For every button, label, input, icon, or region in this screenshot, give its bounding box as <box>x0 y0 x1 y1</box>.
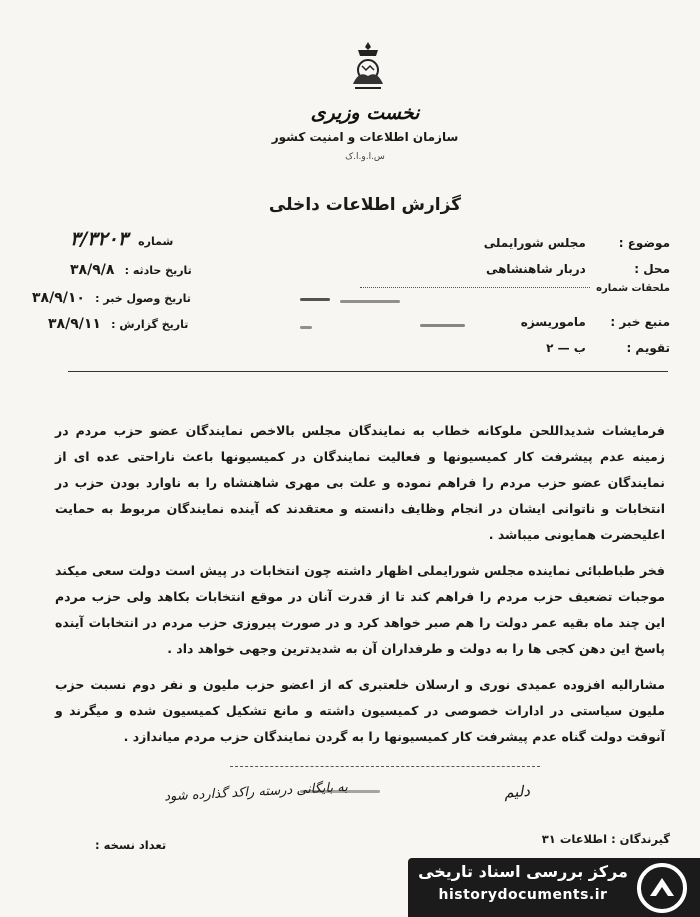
handwritten-signature: دلیم <box>503 781 531 802</box>
subject-label: موضوع : <box>618 236 670 250</box>
archive-logo-icon <box>636 862 688 914</box>
header-divider <box>68 371 668 372</box>
copies-label: تعداد نسخه : <box>95 838 167 852</box>
place-value: دربار شاهنشاهی <box>485 262 586 276</box>
source-value: ماموریسزه <box>520 315 586 329</box>
attachment-label: ملحقات شماره <box>596 283 670 294</box>
meta-subject <box>484 236 670 250</box>
report-body <box>55 418 665 754</box>
recipients-value: اطلاعات ۳۱ <box>541 832 608 846</box>
meta-assessment <box>546 341 670 355</box>
redaction-mark <box>420 324 465 327</box>
assessment-label: تقویم : <box>626 341 670 355</box>
meta-place <box>486 262 670 276</box>
number-label: شماره <box>138 235 174 248</box>
event-value: ۳۸/۹/۸ <box>70 262 115 278</box>
report-label: تاریخ گزارش : <box>111 318 189 331</box>
handwritten-archive-note: به بایگانی درسته راکد گذارده شود <box>163 779 349 805</box>
redaction-mark <box>300 298 330 301</box>
date-event <box>70 262 192 278</box>
body-paragraph: فخر طباطبائی نماینده مجلس شورایملی اظهار داشته چون انتخابات در پیش است دولت سعی میکند موجبات تضعیف حزب مردم را فراهم کند تا از قدرت آنان در موقع انتخابات بکاهد ولی حزب مردم این چند ماه بقیه عمر دولت را هم صبر خواهد کرد و در صورت پیروزی حزب مردم در انتخابات آینده پاسخ این دهن کجی ها را به دولت و طرفداران آن به شدیدترین وجهی خواهد داد . <box>55 563 665 656</box>
received-value: ۳۸/۹/۱۰ <box>32 290 85 306</box>
subject-value: مجلس شورایملی <box>483 236 586 250</box>
number-value: ۳/۳۲۰۳ <box>70 228 128 250</box>
report-value: ۳۸/۹/۱۱ <box>48 316 101 332</box>
meta-attachment <box>590 283 670 294</box>
footer-divider <box>230 766 540 767</box>
redaction-mark <box>300 326 312 329</box>
copies <box>95 838 166 852</box>
meta-source <box>521 315 670 329</box>
body-paragraph: فرمایشات شدیداللحن ملوکانه خطاب به نمایندگان مجلس بالاخص نمایندگان عضو حزب مردم در زمینه عدم پیشرفت کار کمیسیونها و فعالیت نمایندگان در کمیسیونها باعث ناراحتی عده ای از نمایندگان عضو حزب مردم را فراهم نموده و علت بی مهری شاهنشاه را به ناوارد بودن حزب در انتخابات و ناتوانی ایشان در انجام وظایف دانسته و معتقدند که آینده نمایندگان مربوط به حمایت اعلیحضرت همایونی میباشد . <box>55 423 665 542</box>
lion-and-sun-emblem-icon <box>345 40 391 92</box>
event-label: تاریخ حادثه : <box>124 264 192 277</box>
date-report <box>48 316 188 332</box>
recipients <box>542 832 670 846</box>
attachment-dotted-line <box>360 286 590 288</box>
place-label: محل : <box>634 262 670 276</box>
redaction-mark <box>340 300 400 303</box>
date-number <box>70 228 173 250</box>
body-paragraph: مشارالیه افزوده عمیدی نوری و ارسلان خلعتبری که از اعضو حزب ملیون و نفر دوم نسبت حزب ملیون سیاستی در ادارات خصوصی در کمیسیون داشته و مانع تشکیل کمیسیون شده و میگرند و آنوقت دولت گناه عدم پیشرفت کار کمیسیونها را به گردن نمایندگان حزب مردم میاندازد . <box>55 677 665 744</box>
watermark-name: مرکز بررسی اسناد تاریخی <box>418 862 628 881</box>
report-title: گزارش اطلاعات داخلی <box>268 195 462 215</box>
ministry-name: نخست وزیری <box>310 102 420 124</box>
source-label: منبع خبر : <box>610 315 670 329</box>
watermark-url: historydocuments.ir <box>438 887 608 903</box>
date-received <box>32 290 191 306</box>
assessment-value: ب — ۲ <box>546 341 586 355</box>
received-label: تاریخ وصول خبر : <box>95 292 191 305</box>
recipients-label: گیرندگان : <box>611 832 670 846</box>
organization-name: سازمان اطلاعات و امنیت کشور <box>271 130 459 144</box>
office-name: س.ا.و.ا.ک <box>345 152 385 162</box>
